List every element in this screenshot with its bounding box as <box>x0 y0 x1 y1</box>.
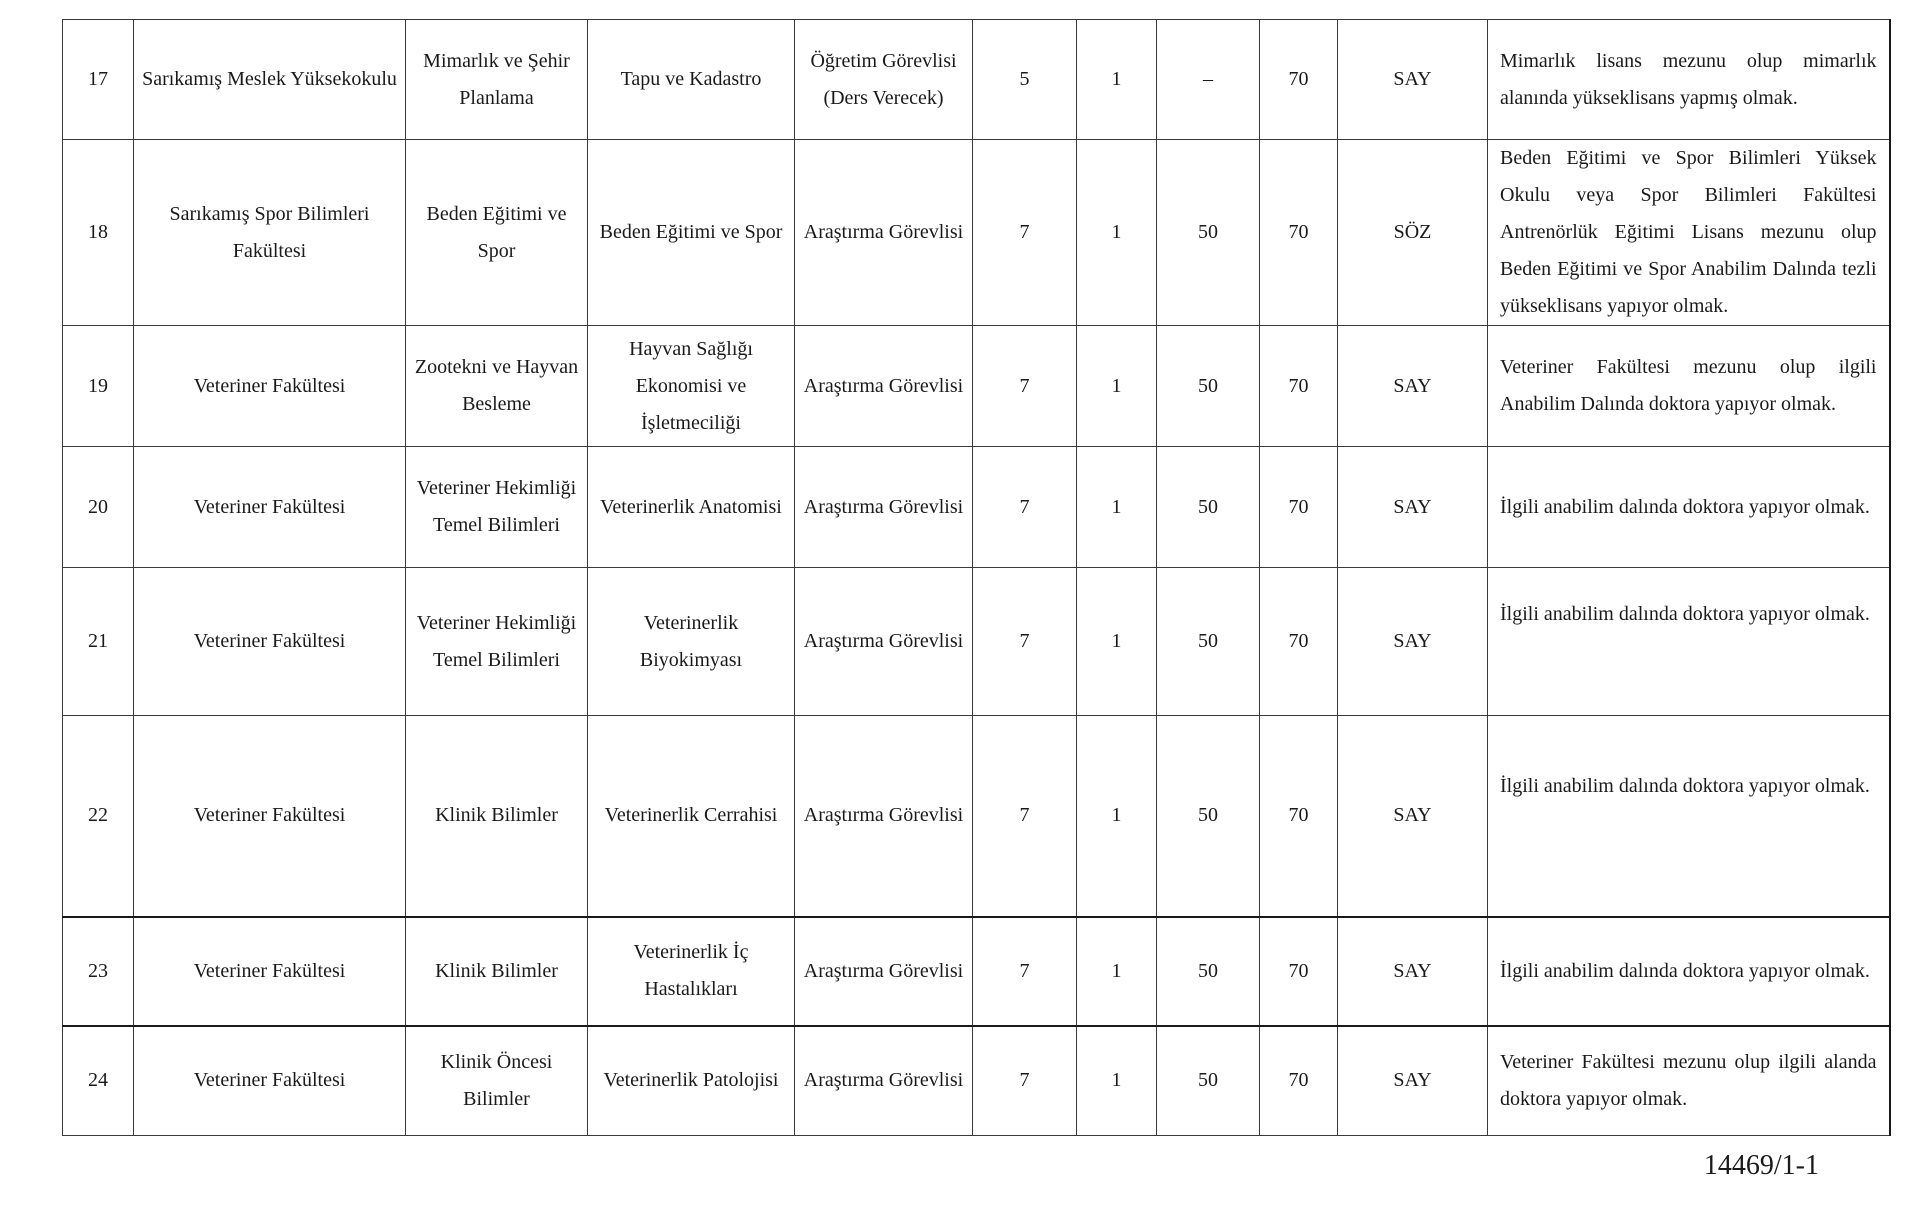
count-cell: 1 <box>1077 1026 1157 1136</box>
unit-cell: Veteriner Fakültesi <box>134 1026 406 1136</box>
document-reference-code: 14469/1-1 <box>1703 1150 1819 1181</box>
program-cell: Veterinerlik Cerrahisi <box>588 716 795 917</box>
requirement-cell: İlgili anabilim dalında doktora yapıyor olmak. <box>1488 568 1890 716</box>
unit-cell: Veteriner Fakültesi <box>134 917 406 1026</box>
program-cell: Tapu ve Kadastro <box>588 20 795 140</box>
title-cell: Araştırma Görevlisi <box>795 716 973 917</box>
score-a-cell: – <box>1157 20 1260 140</box>
row-number: 22 <box>63 716 134 917</box>
row-number: 17 <box>63 20 134 140</box>
count-cell: 1 <box>1077 20 1157 140</box>
row-number: 24 <box>63 1026 134 1136</box>
requirement-cell: İlgili anabilim dalında doktora yapıyor olmak. <box>1488 917 1890 1026</box>
department-cell: Klinik Öncesi Bilimler <box>406 1026 588 1136</box>
table-row <box>63 140 1890 326</box>
department-cell: Klinik Bilimler <box>406 917 588 1026</box>
row-number: 23 <box>63 917 134 1026</box>
title-cell: Araştırma Görevlisi <box>795 917 973 1026</box>
program-cell: Veterinerlik Biyokimyası <box>588 568 795 716</box>
title-cell: Araştırma Görevlisi <box>795 447 973 568</box>
table-row <box>63 326 1890 447</box>
unit-cell: Veteriner Fakültesi <box>134 716 406 917</box>
score-a-cell: 50 <box>1157 140 1260 326</box>
department-cell: Veteriner Hekimliği Temel Bilimleri <box>406 447 588 568</box>
type-cell: SAY <box>1338 568 1488 716</box>
table-row <box>63 568 1890 716</box>
requirement-cell: Mimarlık lisans mezunu olup mimarlık alanında yükseklisans yapmış olmak. <box>1488 20 1890 140</box>
score-a-cell: 50 <box>1157 1026 1260 1136</box>
requirement-cell: İlgili anabilim dalında doktora yapıyor olmak. <box>1488 447 1890 568</box>
count-cell: 1 <box>1077 140 1157 326</box>
department-cell: Beden Eğitimi ve Spor <box>406 140 588 326</box>
row-number: 21 <box>63 568 134 716</box>
type-cell: SAY <box>1338 917 1488 1026</box>
degree-cell: 7 <box>973 140 1077 326</box>
table-row <box>63 447 1890 568</box>
positions-table <box>62 19 1891 1136</box>
title-cell: Araştırma Görevlisi <box>795 326 973 447</box>
unit-cell: Sarıkamış Meslek Yüksekokulu <box>134 20 406 140</box>
department-cell: Mimarlık ve Şehir Planlama <box>406 20 588 140</box>
degree-cell: 7 <box>973 716 1077 917</box>
degree-cell: 7 <box>973 447 1077 568</box>
score-b-cell: 70 <box>1260 716 1338 917</box>
type-cell: SAY <box>1338 1026 1488 1136</box>
program-cell: Veterinerlik Patolojisi <box>588 1026 795 1136</box>
program-cell: Veterinerlik İç Hastalıkları <box>588 917 795 1026</box>
score-b-cell: 70 <box>1260 917 1338 1026</box>
count-cell: 1 <box>1077 326 1157 447</box>
score-a-cell: 50 <box>1157 716 1260 917</box>
program-cell: Beden Eğitimi ve Spor <box>588 140 795 326</box>
title-cell: Öğretim Görevlisi (Ders Verecek) <box>795 20 973 140</box>
degree-cell: 7 <box>973 326 1077 447</box>
degree-cell: 5 <box>973 20 1077 140</box>
row-number: 20 <box>63 447 134 568</box>
degree-cell: 7 <box>973 568 1077 716</box>
type-cell: SAY <box>1338 716 1488 917</box>
degree-cell: 7 <box>973 917 1077 1026</box>
table-row <box>63 917 1890 1026</box>
table-row <box>63 716 1890 917</box>
unit-cell: Veteriner Fakültesi <box>134 568 406 716</box>
score-b-cell: 70 <box>1260 447 1338 568</box>
count-cell: 1 <box>1077 447 1157 568</box>
requirement-cell: Veteriner Fakültesi mezunu olup ilgili alanda doktora yapıyor olmak. <box>1488 1026 1890 1136</box>
score-b-cell: 70 <box>1260 568 1338 716</box>
score-a-cell: 50 <box>1157 447 1260 568</box>
score-b-cell: 70 <box>1260 140 1338 326</box>
unit-cell: Veteriner Fakültesi <box>134 447 406 568</box>
unit-cell: Sarıkamış Spor Bilimleri Fakültesi <box>134 140 406 326</box>
score-a-cell: 50 <box>1157 568 1260 716</box>
row-number: 18 <box>63 140 134 326</box>
requirement-cell: İlgili anabilim dalında doktora yapıyor olmak. <box>1488 716 1890 917</box>
type-cell: SÖZ <box>1338 140 1488 326</box>
title-cell: Araştırma Görevlisi <box>795 568 973 716</box>
row-number: 19 <box>63 326 134 447</box>
count-cell: 1 <box>1077 917 1157 1026</box>
score-a-cell: 50 <box>1157 326 1260 447</box>
degree-cell: 7 <box>973 1026 1077 1136</box>
title-cell: Araştırma Görevlisi <box>795 1026 973 1136</box>
score-a-cell: 50 <box>1157 917 1260 1026</box>
title-cell: Araştırma Görevlisi <box>795 140 973 326</box>
score-b-cell: 70 <box>1260 326 1338 447</box>
count-cell: 1 <box>1077 568 1157 716</box>
requirement-cell: Veteriner Fakültesi mezunu olup ilgili Anabilim Dalında doktora yapıyor olmak. <box>1488 326 1890 447</box>
table-row <box>63 1026 1890 1136</box>
table-row <box>63 20 1890 140</box>
type-cell: SAY <box>1338 326 1488 447</box>
unit-cell: Veteriner Fakültesi <box>134 326 406 447</box>
type-cell: SAY <box>1338 20 1488 140</box>
count-cell: 1 <box>1077 716 1157 917</box>
score-b-cell: 70 <box>1260 20 1338 140</box>
department-cell: Klinik Bilimler <box>406 716 588 917</box>
requirement-cell: Beden Eğitimi ve Spor Bilimleri Yüksek Okulu veya Spor Bilimleri Fakültesi Antrenörlük Eğitimi Lisans mezunu olup Beden Eğitimi ve Spor Anabilim Dalında tezli yükseklisans yapıyor olmak. <box>1488 140 1890 326</box>
score-b-cell: 70 <box>1260 1026 1338 1136</box>
department-cell: Veteriner Hekimliği Temel Bilimleri <box>406 568 588 716</box>
program-cell: Veterinerlik Anatomisi <box>588 447 795 568</box>
program-cell: Hayvan Sağlığı Ekonomisi ve İşletmeciliği <box>588 326 795 447</box>
type-cell: SAY <box>1338 447 1488 568</box>
department-cell: Zootekni ve Hayvan Besleme <box>406 326 588 447</box>
